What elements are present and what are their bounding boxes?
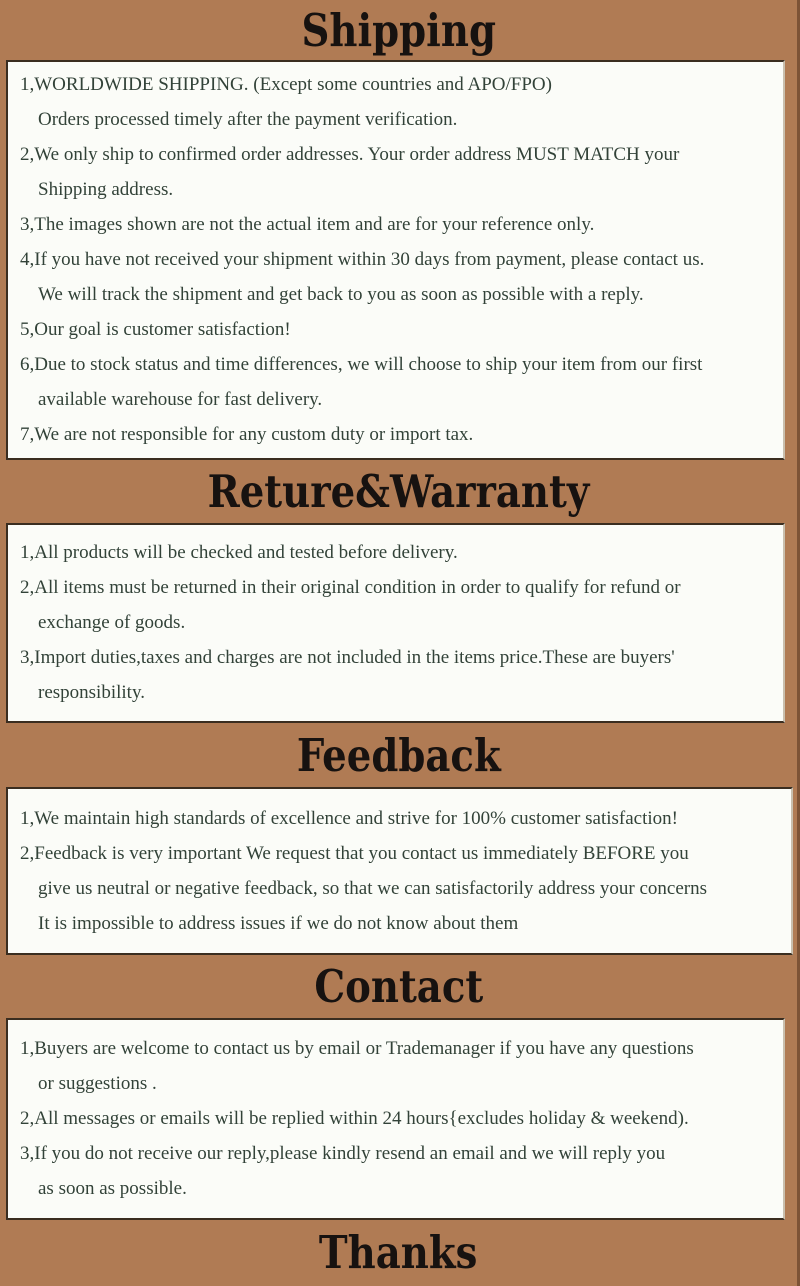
section-header-band	[0, 460, 797, 523]
section-title: Contact	[314, 960, 483, 1013]
policy-line: 5,Our goal is customer satisfaction!	[20, 319, 291, 340]
policy-section	[0, 0, 797, 460]
policy-line: as soon as possible.	[38, 1178, 187, 1199]
policy-line: 3,If you do not receive our reply,please kindly resend an email and we will reply you	[20, 1143, 666, 1164]
section-panel	[6, 1018, 785, 1220]
policy-line: responsibility.	[38, 682, 145, 703]
policy-section	[0, 723, 797, 955]
policy-section	[0, 1220, 797, 1286]
section-panel	[6, 60, 785, 460]
policy-line: 3,Import duties,taxes and charges are not included in the items price.These are buyers'	[20, 647, 675, 668]
policy-line: 7,We are not responsible for any custom duty or import tax.	[20, 424, 474, 445]
section-header-band	[0, 1220, 797, 1286]
section-header-band	[0, 723, 797, 787]
policy-line: 1,We maintain high standards of excellence and strive for 100% customer satisfaction!	[20, 808, 678, 829]
section-panel	[6, 523, 785, 723]
section-header-band	[0, 955, 797, 1018]
policy-line: 3,The images shown are not the actual item and are for your reference only.	[20, 214, 595, 235]
section-title: Feedback	[296, 729, 501, 781]
policy-section	[0, 955, 797, 1220]
policy-line: 4,If you have not received your shipment within 30 days from payment, please contact us.	[20, 249, 705, 270]
policy-section	[0, 460, 797, 723]
section-panel	[6, 787, 793, 955]
policy-line: 2,Feedback is very important We request that you contact us immediately BEFORE you	[20, 843, 689, 864]
policy-line: 1,All products will be checked and tested before delivery.	[20, 542, 458, 563]
policy-line: 2,We only ship to confirmed order addresses. Your order address MUST MATCH your	[20, 144, 680, 165]
policy-line: or suggestions .	[38, 1073, 157, 1094]
section-title: Shipping	[301, 4, 496, 56]
section-title: Thanks	[319, 1226, 478, 1279]
policy-line: 6,Due to stock status and time differences, we will choose to ship your item from our first	[20, 354, 703, 375]
section-header-band	[0, 0, 797, 60]
policy-line: 2,All items must be returned in their original condition in order to qualify for refund or	[20, 577, 681, 598]
policy-line: Orders processed timely after the payment verification.	[38, 109, 458, 130]
policy-line: 1,Buyers are welcome to contact us by email or Trademanager if you have any questions	[20, 1038, 694, 1059]
policy-line: Shipping address.	[38, 179, 174, 200]
section-title: Reture&Warranty	[207, 465, 590, 518]
policy-line: 1,WORLDWIDE SHIPPING. (Except some countries and APO/FPO)	[20, 74, 552, 95]
policy-line: available warehouse for fast delivery.	[38, 389, 323, 410]
policy-line: exchange of goods.	[38, 612, 186, 633]
policy-line: give us neutral or negative feedback, so that we can satisfactorily address your concerns	[38, 878, 707, 899]
policy-line: We will track the shipment and get back to you as soon as possible with a reply.	[38, 284, 644, 305]
policy-line: 2,All messages or emails will be replied within 24 hours{excludes holiday & weekend).	[20, 1108, 689, 1129]
policy-line: It is impossible to address issues if we do not know about them	[38, 913, 519, 934]
